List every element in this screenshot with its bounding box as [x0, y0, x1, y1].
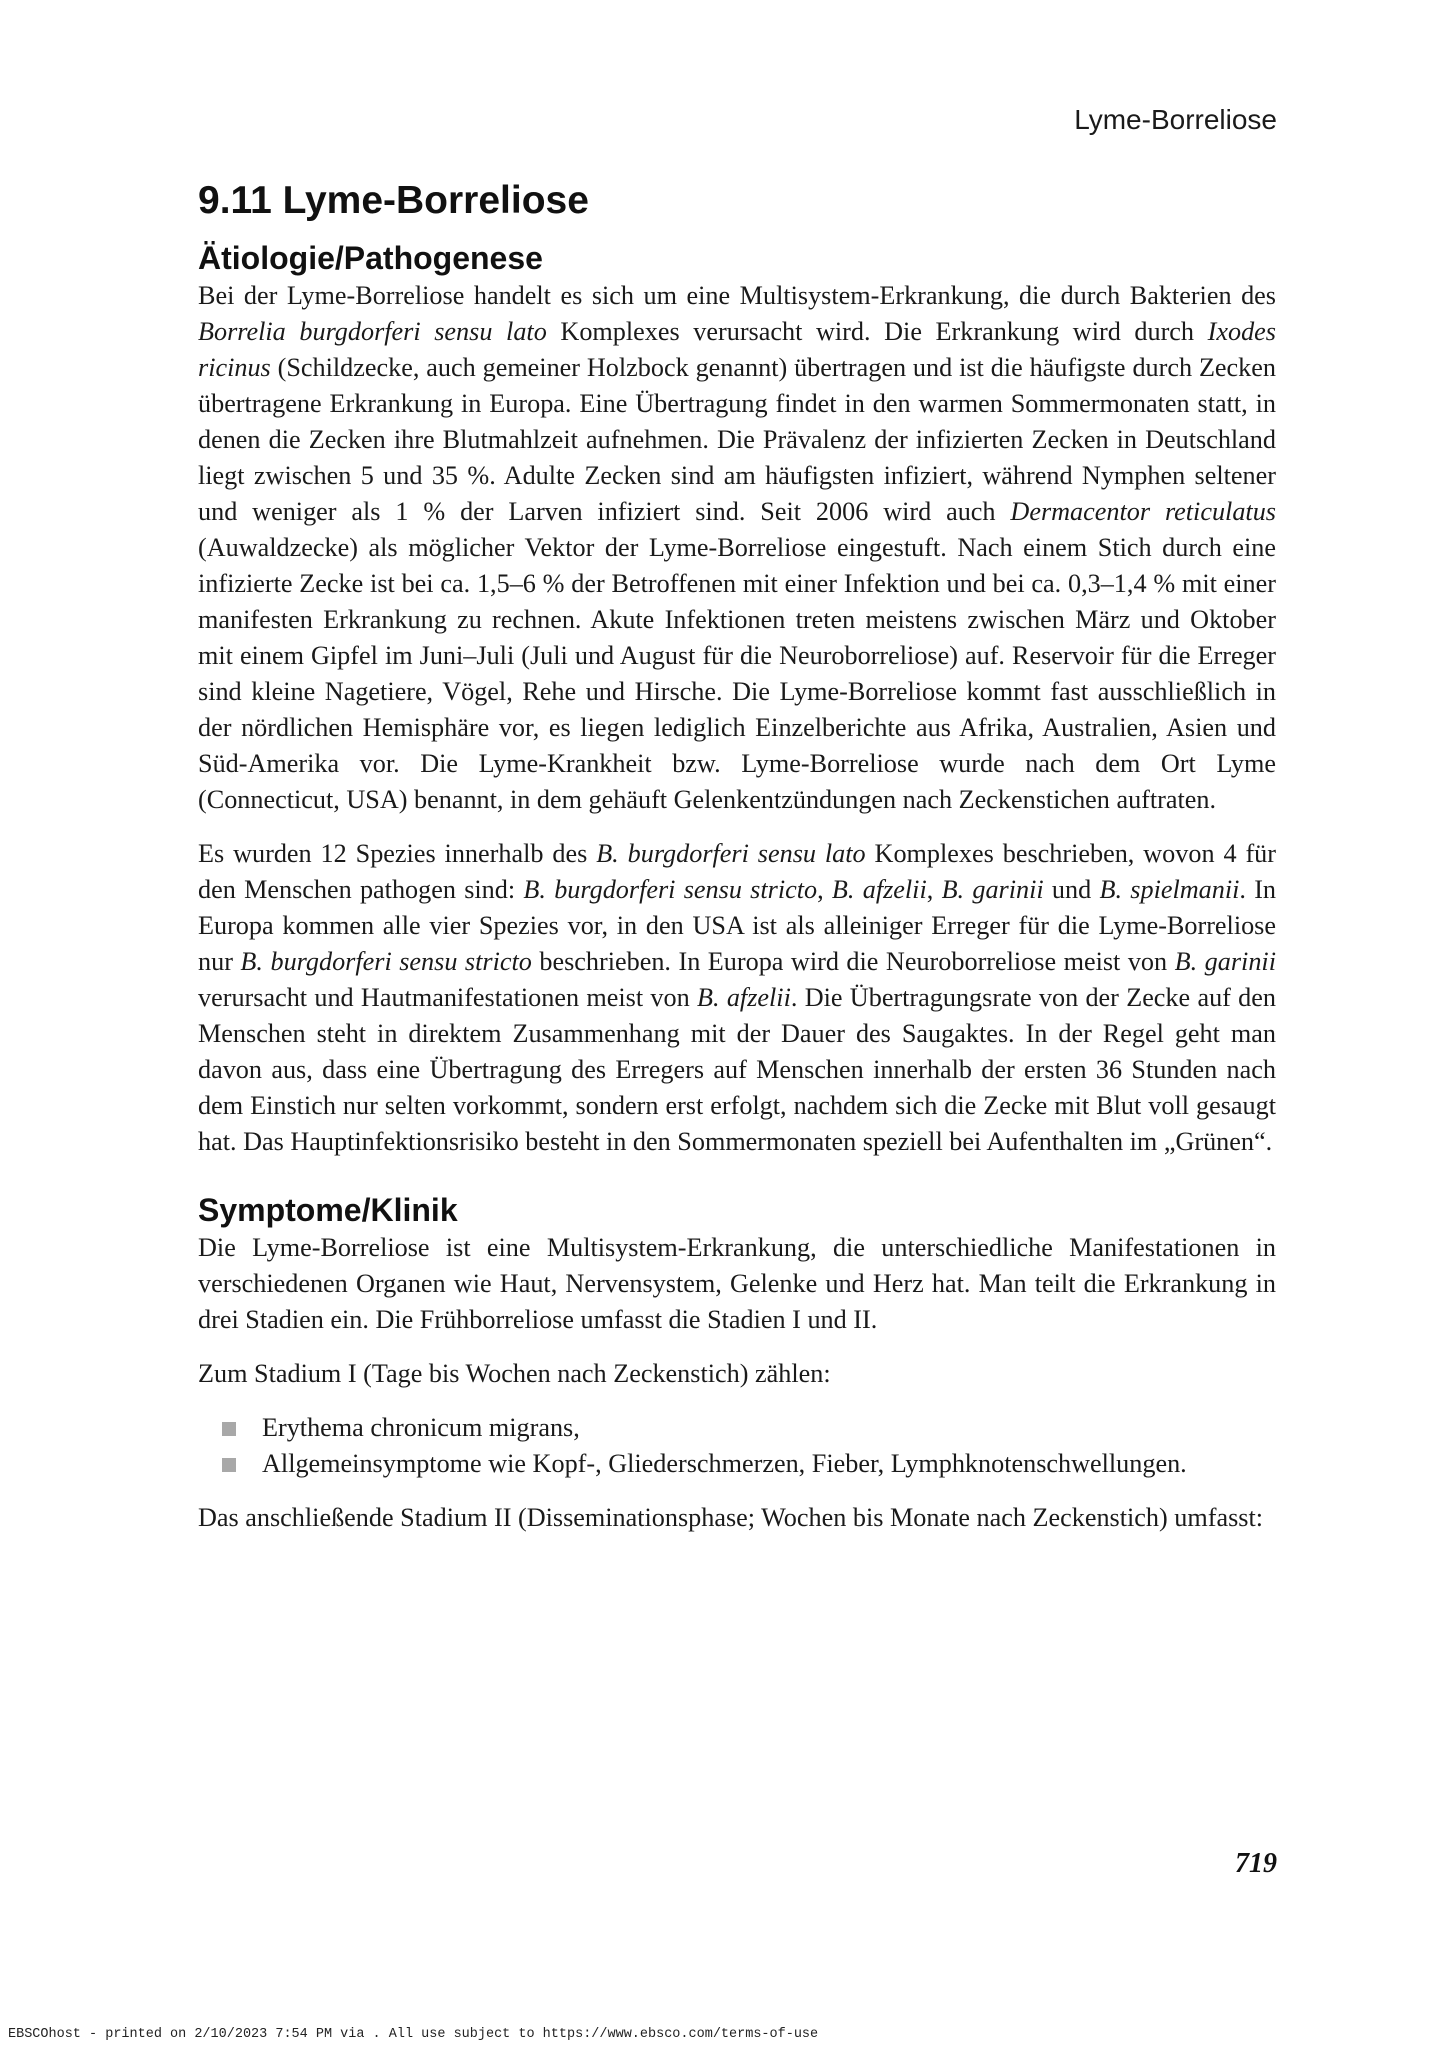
paragraph-stadium-1-intro: Zum Stadium I (Tage bis Wochen nach Zeckenstich) zählen:: [198, 1359, 831, 1388]
page-content: [198, 178, 1276, 1554]
paragraph-stadium-2-intro: Das anschließende Stadium II (Disseminationsphase; Wochen bis Monate nach Zeckenstich) umfasst:: [198, 1503, 1264, 1532]
paragraph-aetiologie-2: Es wurden 12 Spezies innerhalb des B. burgdorferi sensu lato Komplexes beschrieben, wovon 4 für den Menschen pathogen sind: B. burgdorferi sensu stricto, B. afzelii, B. garinii und B. spielmanii. In Europa kommen alle vier Spezies vor, in den USA ist als alleiniger Erreger für die Lyme-Borreliose nur B. burgdorferi sensu stricto beschrieben. In Europa wird die Neuroborreliose meist von B. garinii verursacht und Hautmanifestationen meist von B. afzelii. Die Übertragungsrate von der Zecke auf den Menschen steht in direktem Zusammenhang mit der Dauer des Saugaktes. In der Regel geht man davon aus, dass eine Übertragung des Erregers auf Menschen innerhalb der ersten 36 Stunden nach dem Einstich nur selten vorkommt, sondern erst erfolgt, nachdem sich die Zecke mit Blut voll gesaugt hat. Das Hauptinfektionsrisiko besteht in den Sommermonaten speziell bei Aufenthalten im „Grünen“.: [198, 839, 1277, 1156]
list-item: Allgemeinsymptome wie Kopf-, Gliederschmerzen, Fieber, Lymphknotenschwellungen.: [198, 1446, 1276, 1482]
section-heading-symptome: Symptome/Klinik: [198, 1192, 458, 1228]
chapter-title: 9.11 Lyme-Borreliose: [198, 179, 589, 222]
square-bullet-icon: [222, 1458, 236, 1472]
stadium-1-list: [198, 1410, 1276, 1482]
running-head: Lyme-Borreliose: [1074, 104, 1277, 135]
section-heading-aetiologie: Ätiologie/Pathogenese: [198, 240, 543, 276]
page-number: 719: [1235, 1848, 1277, 1879]
square-bullet-icon: [222, 1422, 236, 1436]
list-item: Erythema chronicum migrans,: [198, 1410, 1276, 1446]
paragraph-symptome-1: Die Lyme-Borreliose ist eine Multisystem-Erkrankung, die unterschiedliche Manifestationen in verschiedenen Organen wie Haut, Nervensystem, Gelenke und Herz hat. Man teilt die Erkrankung in drei Stadien ein. Die Frühborreliose umfasst die Stadien I und II.: [198, 1233, 1276, 1334]
print-footer: EBSCOhost - printed on 2/10/2023 7:54 PM via . All use subject to https://www.ebsco.com/terms-of-use: [8, 2027, 819, 2042]
paragraph-aetiologie-1: Bei der Lyme-Borreliose handelt es sich um eine Multisystem-Erkrankung, die durch Bakterien des Borrelia burgdorferi sensu lato Komplexes verursacht wird. Die Erkrankung wird durch Ixodes ricinus (Schildzecke, auch gemeiner Holzbock genannt) übertragen und ist die häufigste durch Zecken übertragene Erkrankung in Europa. Eine Übertragung findet in den warmen Sommermonaten statt, in denen die Zecken ihre Blutmahlzeit aufnehmen. Die Prävalenz der infizierten Zecken in Deutschland liegt zwischen 5 und 35 %. Adulte Zecken sind am häufigsten infiziert, während Nymphen seltener und weniger als 1 % der Larven infiziert sind. Seit 2006 wird auch Dermacentor reticulatus (Auwaldzecke) als möglicher Vektor der Lyme-Borreliose eingestuft. Nach einem Stich durch eine infizierte Zecke ist bei ca. 1,5–6 % der Betroffenen mit einer Infektion und bei ca. 0,3–1,4 % mit einer manifesten Erkrankung zu rechnen. Akute Infektionen treten meistens zwischen März und Oktober mit einem Gipfel im Juni–Juli (Juli und August für die Neuroborreliose) auf. Reservoir für die Erreger sind kleine Nagetiere, Vögel, Rehe und Hirsche. Die Lyme-Borreliose kommt fast ausschließlich in der nördlichen Hemisphäre vor, es liegen lediglich Einzelberichte aus Afrika, Australien, Asien und Süd-Amerika vor. Die Lyme-Krankheit bzw. Lyme-Borreliose wurde nach dem Ort Lyme (Connecticut, USA) benannt, in dem gehäuft Gelenkentzündungen nach Zeckenstichen auftraten.: [198, 281, 1276, 814]
